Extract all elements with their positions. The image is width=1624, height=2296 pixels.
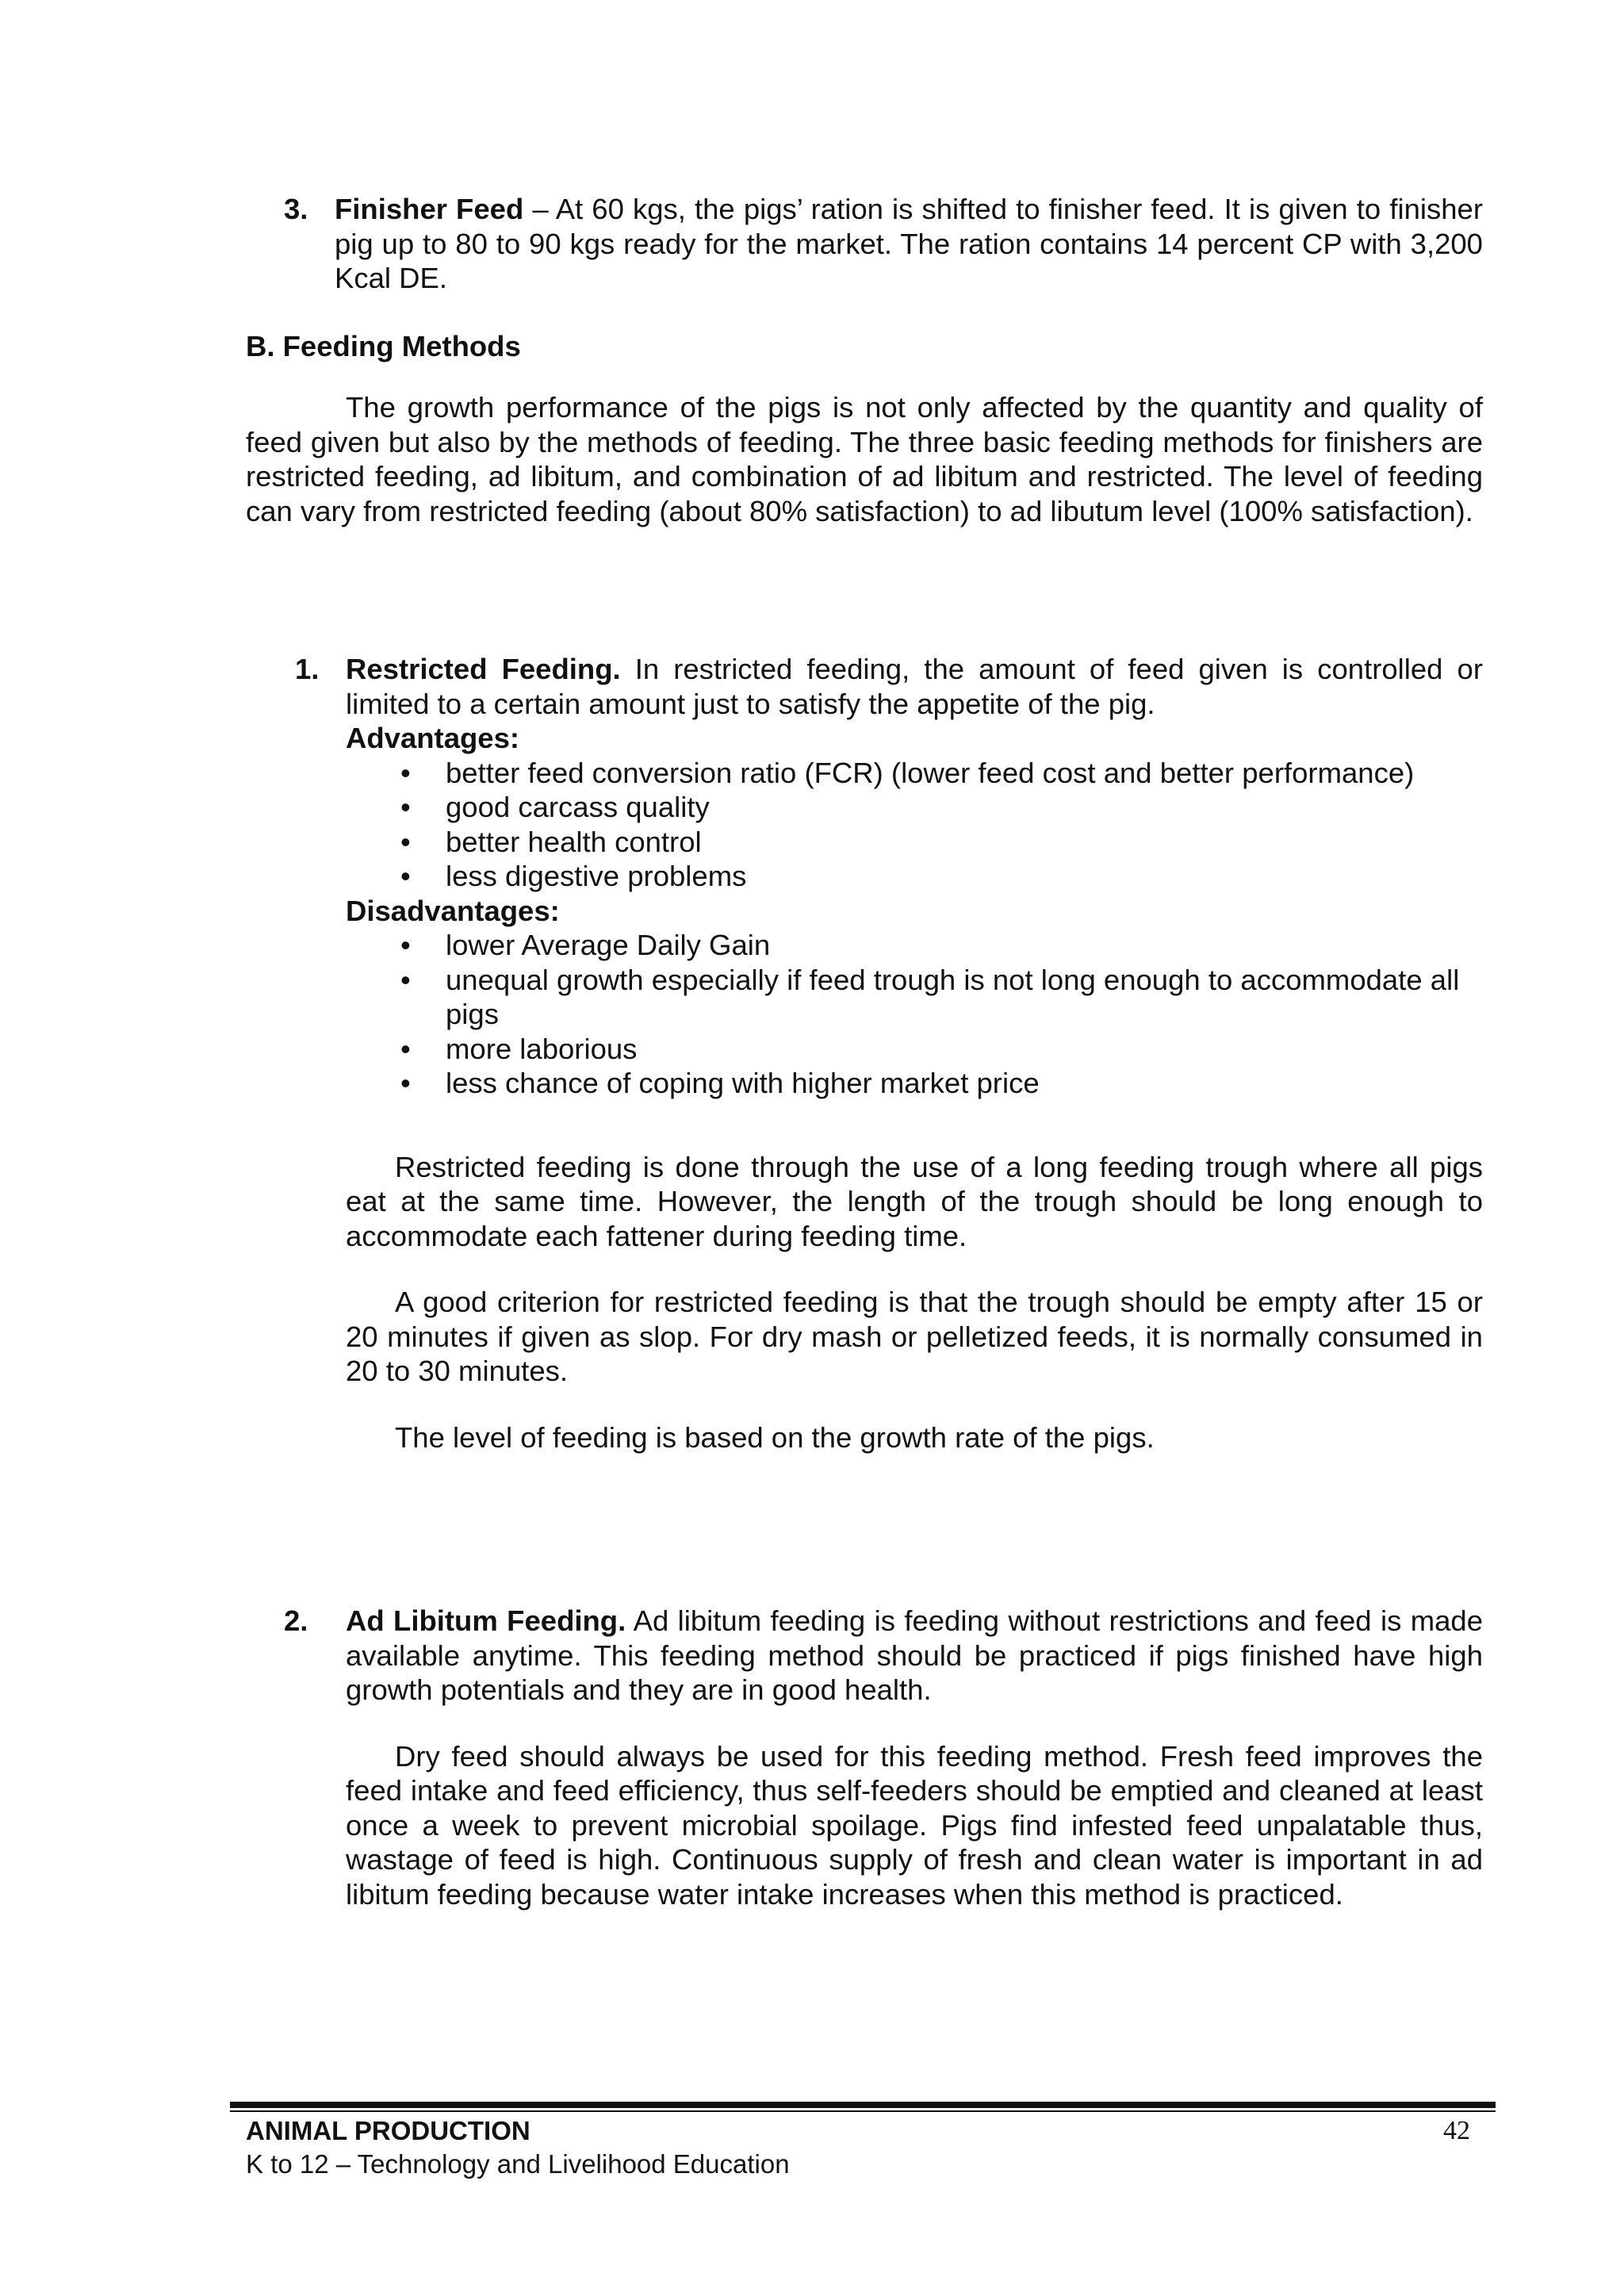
list-item-text: less chance of coping with higher market price [446,1067,1040,1099]
list-item-text: better feed conversion ratio (FCR) (lower feed cost and better performance) [446,756,1415,789]
bullet-icon: • [400,929,411,961]
footer-title: ANIMAL PRODUCTION [246,2116,530,2145]
disadvantages-list [346,928,1483,1101]
list-item-text: good carcass quality [446,791,710,823]
bullet-icon: • [400,860,411,892]
item-intro [346,652,1483,721]
bullet-icon: • [400,1032,411,1065]
item-body [335,192,1483,296]
list-item [400,928,1483,963]
body-paragraph: A good criterion for restricted feeding is that the trough should be empty after 15 or 20 minutes if given as slop. For dry mash or pelletized feeds, it is normally consumed in 20 to 30 minutes. [346,1286,1483,1387]
body-paragraph: The level of feeding is based on the growth rate of the pigs. [395,1420,1155,1454]
item-text: In restricted feeding, the amount of feed given is controlled or limited to a certain amount just to satisfy the appetite of the pig. [346,653,1483,720]
item-title: Ad Libitum Feeding. [346,1604,626,1637]
list-item-text: lower Average Daily Gain [446,929,771,961]
list-item-text: more laborious [446,1032,638,1065]
list-item [400,790,1483,825]
item-title: Finisher Feed [335,193,524,225]
item-text: Ad libitum feeding is feeding without restrictions and feed is made available anytime. This feeding method should be practiced if pigs finished have high growth potentials and they are in good health. [346,1604,1484,1706]
footer-rule-thick [230,2102,1496,2108]
finisher-feed-item [246,192,1483,296]
bullet-icon: • [400,791,411,823]
ad-libitum-feeding-item [246,1604,1483,1911]
body-paragraph: Dry feed should always be used for this feeding method. Fresh feed improves the feed intake and feed efficiency, thus self-feeders should be emptied and cleaned at least once a week to prevent microbial spoilage. Pigs find infested feed unpalatable thus, wastage of feed is high. Continuous supply of fresh and clean water is important in ad libitum feeding because water intake increases when this method is practiced. [346,1739,1483,1911]
item-body [346,652,1483,1455]
list-item-text: less digestive problems [446,860,747,892]
restricted-feeding-item [246,652,1483,1455]
footer-subtitle: K to 12 – Technology and Livelihood Education [246,2149,790,2179]
list-item-text: better health control [446,825,702,858]
list-item [400,1032,1483,1067]
advantages-heading: Advantages: [346,722,520,754]
bullet-icon: • [400,756,411,789]
item-intro [346,1604,1483,1708]
list-item [400,1066,1483,1101]
item-number: 2. [284,1604,308,1637]
item-title: Restricted Feeding. [346,653,621,685]
footer-rule-thin [230,2110,1496,2112]
list-item [400,963,1483,1032]
bullet-icon: • [400,963,411,996]
disadvantages-heading: Disadvantages: [346,894,560,927]
list-item-text: unequal growth especially if feed trough is not long enough to accommodate all pigs [446,963,1460,1030]
list-item [400,859,1483,894]
bullet-icon: • [400,1067,411,1099]
page-number: 42 [1443,2116,1470,2145]
bullet-icon: • [400,825,411,858]
list-item [400,756,1483,791]
intro-paragraph: The growth performance of the pigs is not only affected by the quantity and quality of feed given but also by the methods of feeding. The three basic feeding methods for finishers are restricted feeding, ad libitum, and combination of ad libitum and restricted. The level of feeding can vary from restricted feeding (about 80% satisfaction) to ad libutum level (100% satisfaction). [246,391,1483,527]
advantages-list [346,756,1483,894]
item-body [346,1604,1483,1911]
item-number: 3. [284,193,308,225]
list-item [400,825,1483,860]
section-heading: B. Feeding Methods [246,330,521,362]
body-paragraph: Restricted feeding is done through the use of a long feeding trough where all pigs eat at the same time. However, the length of the trough should be long enough to accommodate each fattener during feeding time. [346,1150,1483,1252]
item-text: – At 60 kgs, the pigs’ ration is shifted to finisher feed. It is given to finisher pig up to 80 to 90 kgs ready for the market. The ration contains 14 percent CP with 3,200 Kcal DE. [335,193,1483,294]
item-number: 1. [295,653,320,685]
